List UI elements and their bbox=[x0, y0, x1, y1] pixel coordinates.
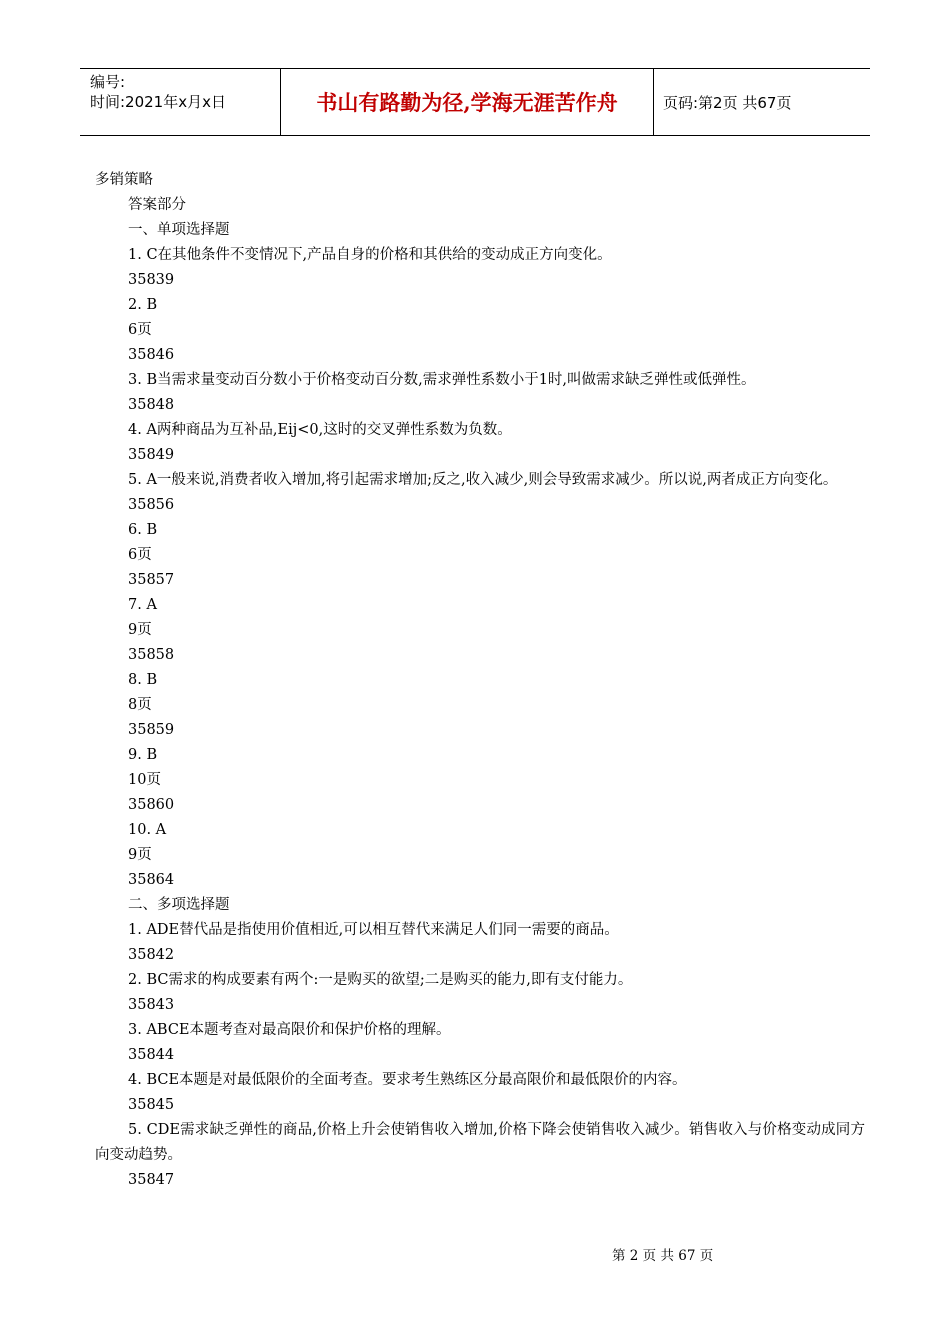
answer-line: 10. A bbox=[128, 822, 167, 838]
answer-line: 6. B bbox=[128, 522, 158, 538]
answer-part-heading: 答案部分 bbox=[128, 197, 186, 213]
question-id: 35843 bbox=[128, 997, 175, 1013]
answer-line: 5. A一般来说,消费者收入增加,将引起需求增加;反之,收入减少,则会导致需求减少。所以说,两者成正方向变化。 bbox=[128, 472, 838, 488]
page-ref: 8页 bbox=[128, 697, 152, 713]
page-footer: 第 2 页 共 67 页 bbox=[612, 1248, 714, 1264]
section-multiple-choice: 二、多项选择题 bbox=[128, 897, 230, 913]
question-id: 35847 bbox=[128, 1172, 175, 1188]
page-header bbox=[80, 68, 870, 136]
question-id: 35849 bbox=[128, 447, 175, 463]
question-id: 35859 bbox=[128, 722, 175, 738]
answer-line: 2. BC需求的构成要素有两个:一是购买的欲望;二是购买的能力,即有支付能力。 bbox=[128, 972, 633, 988]
answer-line: 2. B bbox=[128, 297, 158, 313]
document-body bbox=[95, 168, 865, 1193]
question-id: 35856 bbox=[128, 497, 175, 513]
number-label: 编号: bbox=[90, 73, 126, 91]
header-motto: 书山有路勤为径,学海无涯苦作舟 bbox=[281, 69, 654, 135]
page-ref: 6页 bbox=[128, 547, 152, 563]
question-id: 35857 bbox=[128, 572, 175, 588]
time-label: 时间:2021年x月x日 bbox=[90, 93, 226, 111]
question-id: 35846 bbox=[128, 347, 175, 363]
page-ref: 9页 bbox=[128, 622, 152, 638]
answer-line: 1. ADE替代品是指使用价值相近,可以相互替代来满足人们同一需要的商品。 bbox=[128, 922, 619, 938]
question-id: 35858 bbox=[128, 647, 175, 663]
answer-line: 3. B当需求量变动百分数小于价格变动百分数,需求弹性系数小于1时,叫做需求缺乏弹性或低弹性。 bbox=[128, 372, 756, 388]
answer-line: 1. C在其他条件不变情况下,产品自身的价格和其供给的变动成正方向变化。 bbox=[128, 247, 612, 263]
answer-line: 9. B bbox=[128, 747, 158, 763]
doc-title: 多销策略 bbox=[95, 172, 153, 188]
question-id: 35844 bbox=[128, 1047, 175, 1063]
answer-line: 4. BCE本题是对最低限价的全面考查。要求考生熟练区分最高限价和最低限价的内容。 bbox=[128, 1072, 687, 1088]
question-id: 35839 bbox=[128, 272, 175, 288]
question-id: 35860 bbox=[128, 797, 175, 813]
header-meta bbox=[80, 69, 281, 135]
question-id: 35864 bbox=[128, 872, 175, 888]
page-ref: 9页 bbox=[128, 847, 152, 863]
page-ref: 6页 bbox=[128, 322, 152, 338]
section-single-choice: 一、单项选择题 bbox=[128, 222, 230, 238]
answer-line: 4. A两种商品为互补品,Eij<0,这时的交叉弹性系数为负数。 bbox=[128, 422, 512, 438]
question-id: 35842 bbox=[128, 947, 175, 963]
header-page-info: 页码:第2页 共67页 bbox=[663, 93, 792, 112]
answer-line: 8. B bbox=[128, 672, 158, 688]
question-id: 35845 bbox=[128, 1097, 175, 1113]
answer-line: 7. A bbox=[128, 597, 157, 613]
answer-line: 5. CDE需求缺乏弹性的商品,价格上升会使销售收入增加,价格下降会使销售收入减少。销售收入与价格变动成同方向变动趋势。 bbox=[95, 1122, 865, 1163]
answer-line: 3. ABCE本题考查对最高限价和保护价格的理解。 bbox=[128, 1022, 451, 1038]
page-ref: 10页 bbox=[128, 772, 161, 788]
question-id: 35848 bbox=[128, 397, 175, 413]
